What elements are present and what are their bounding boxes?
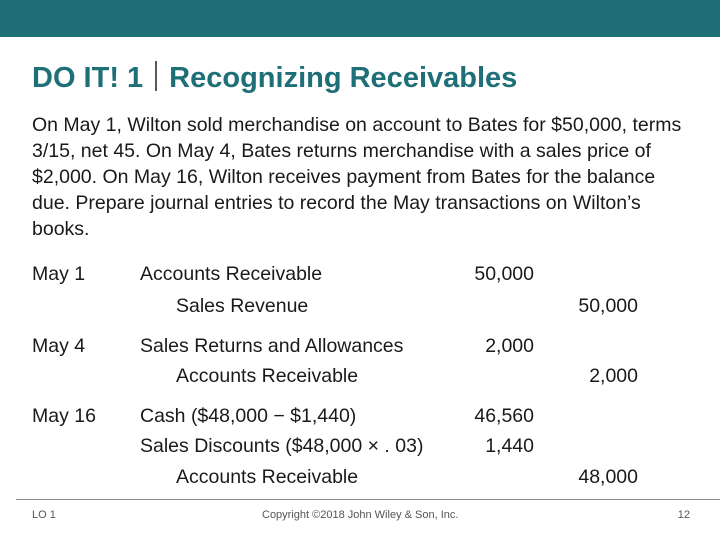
credit-account: Accounts Receivable: [176, 466, 359, 488]
slide-footer: [0, 499, 720, 540]
entry-date: May 4: [32, 335, 86, 357]
credit-amount: 2,000: [589, 365, 638, 387]
journal-line: [0, 361, 720, 391]
debit-amount: 50,000: [474, 263, 534, 285]
debit-account: Sales Returns and Allowances: [140, 335, 404, 357]
credit-account: Accounts Receivable: [176, 365, 359, 387]
title-main: Recognizing Receivables: [169, 61, 518, 94]
journal-line: [0, 259, 720, 289]
journal-line: [0, 291, 720, 321]
debit-account: Sales Discounts ($48,000 × . 03): [140, 435, 424, 457]
debit-account: Accounts Receivable: [140, 263, 323, 285]
learning-objective: LO 1: [32, 509, 56, 521]
journal-line: [0, 401, 720, 431]
credit-amount: 48,000: [578, 466, 638, 488]
debit-account: Cash ($48,000 − $1,440): [140, 405, 357, 427]
header-bar: [0, 0, 720, 37]
journal-line: [0, 462, 720, 492]
title-prefix: DO IT! 1: [32, 61, 144, 94]
footer-divider: [16, 499, 720, 500]
debit-amount: 2,000: [485, 335, 534, 357]
slide-title: [32, 56, 517, 100]
entry-date: May 1: [32, 263, 86, 285]
credit-account: Sales Revenue: [176, 295, 309, 317]
debit-amount: 46,560: [474, 405, 534, 427]
debit-amount: 1,440: [485, 435, 534, 457]
credit-amount: 50,000: [578, 295, 638, 317]
entry-date: May 16: [32, 405, 96, 427]
journal-line: [0, 431, 720, 461]
page-number: 12: [677, 509, 690, 521]
journal-line: [0, 331, 720, 361]
problem-statement: On May 1, Wilton sold merchandise on account to Bates for $50,000, terms 3/15, net 45. On May 4, Bates returns merchandise with a sales price of $2,000. On May 16, Wilton receives payment from Bates for the balance due. Prepare journal entries to record the May transactions on Wilton’s books.: [32, 114, 682, 240]
title-separator: [155, 61, 157, 91]
copyright-notice: Copyright ©2018 John Wiley & Son, Inc.: [262, 509, 459, 521]
